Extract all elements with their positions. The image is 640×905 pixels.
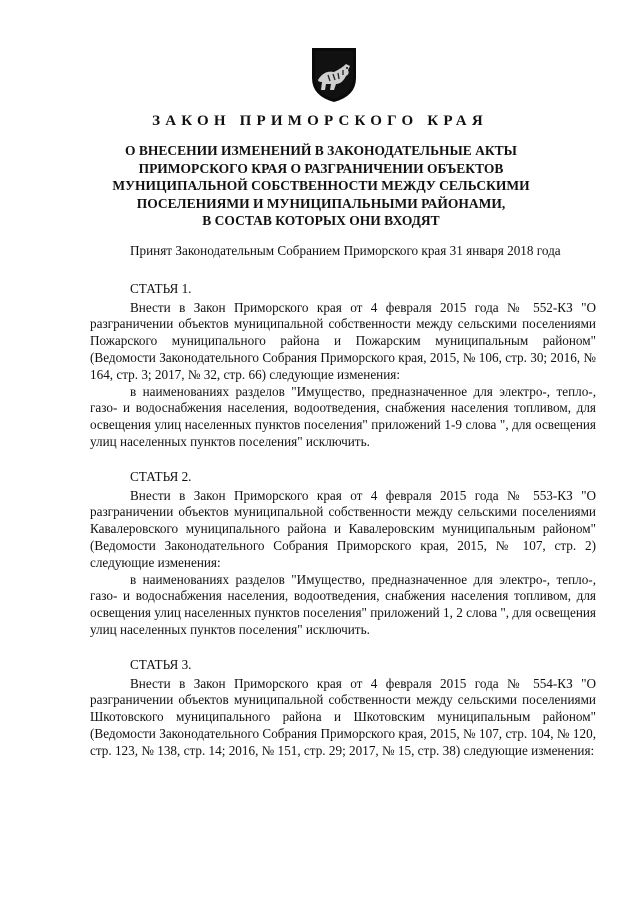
article-paragraph: в наименованиях разделов "Имущество, предназначенное для электро-, тепло-, газо- и водоснабжения населения, водоотведения, снабжения населения топливом, для освещения улиц населенных пунктов поселения" приложений 1, 2 слова ", для освещения улиц населенных пунктов поселения" исключить. xyxy=(90,571,596,637)
subtitle-line: ПОСЕЛЕНИЯМИ И МУНИЦИПАЛЬНЫМИ РАЙОНАМИ, xyxy=(136,195,506,211)
adoption-note: Принят Законодательным Собранием Приморского края 31 января 2018 года xyxy=(130,243,561,258)
subtitle-line: ПРИМОРСКОГО КРАЯ О РАЗГРАНИЧЕНИИ ОБЪЕКТОВ xyxy=(138,160,504,176)
article-paragraph: Внести в Закон Приморского края от 4 февраля 2015 года № 553-КЗ "О разграничении объектов муниципальной собственности между сельскими поселениями Кавалеровского муниципального района и Кавалеровским муниципальным районом" (Ведомости Законодательного Собрания Приморского края, 2015, № 107, стр. 2) следующие изменения: xyxy=(90,487,596,570)
article-heading: СТАТЬЯ 1. xyxy=(130,280,192,296)
subtitle-line: В СОСТАВ КОТОРЫХ ОНИ ВХОДЯТ xyxy=(202,213,440,228)
subtitle-line: МУНИЦИПАЛЬНОЙ СОБСТВЕННОСТИ МЕЖДУ СЕЛЬСКИМИ xyxy=(112,178,530,193)
document-subtitle xyxy=(96,142,546,230)
article-heading: СТАТЬЯ 3. xyxy=(130,656,192,672)
article-paragraph: Внести в Закон Приморского края от 4 февраля 2015 года № 554-КЗ "О разграничении объектов муниципальной собственности между сельскими поселениями Шкотовского муниципального района и Шкотовским муниципальным районом" (Ведомости Законодательного Собрания Приморского края, 2015, № 107, стр. 104, № 120, стр. 123, № 138, стр. 14; 2016, № 151, стр. 29; 2017, № 15, стр. 38) следующие изменения: xyxy=(90,675,596,758)
document-title: ЗАКОН ПРИМОРСКОГО КРАЯ xyxy=(152,113,488,129)
subtitle-line: О ВНЕСЕНИИ ИЗМЕНЕНИЙ В ЗАКОНОДАТЕЛЬНЫЕ АКТЫ xyxy=(125,143,517,158)
article-heading: СТАТЬЯ 2. xyxy=(130,468,192,484)
article-paragraph: Внести в Закон Приморского края от 4 февраля 2015 года № 552-КЗ "О разграничении объектов муниципальной собственности между сельскими поселениями Пожарского муниципального района и Пожарским муниципальным районом" (Ведомости Законодательного Собрания Приморского края, 2015, № 106, стр. 30; 2016, № 164, стр. 3; 2017, № 32, стр. 66) следующие изменения: xyxy=(90,299,596,382)
document-body xyxy=(90,243,596,760)
article-paragraph: в наименованиях разделов "Имущество, предназначенное для электро-, тепло-, газо- и водоснабжения населения, водоотведения, снабжения населения топливом, для освещения улиц населенных пунктов поселения" приложений 1-9 слова ", для освещения улиц населенных пунктов поселения" исключить. xyxy=(90,383,596,449)
coat-of-arms-icon xyxy=(306,44,362,104)
